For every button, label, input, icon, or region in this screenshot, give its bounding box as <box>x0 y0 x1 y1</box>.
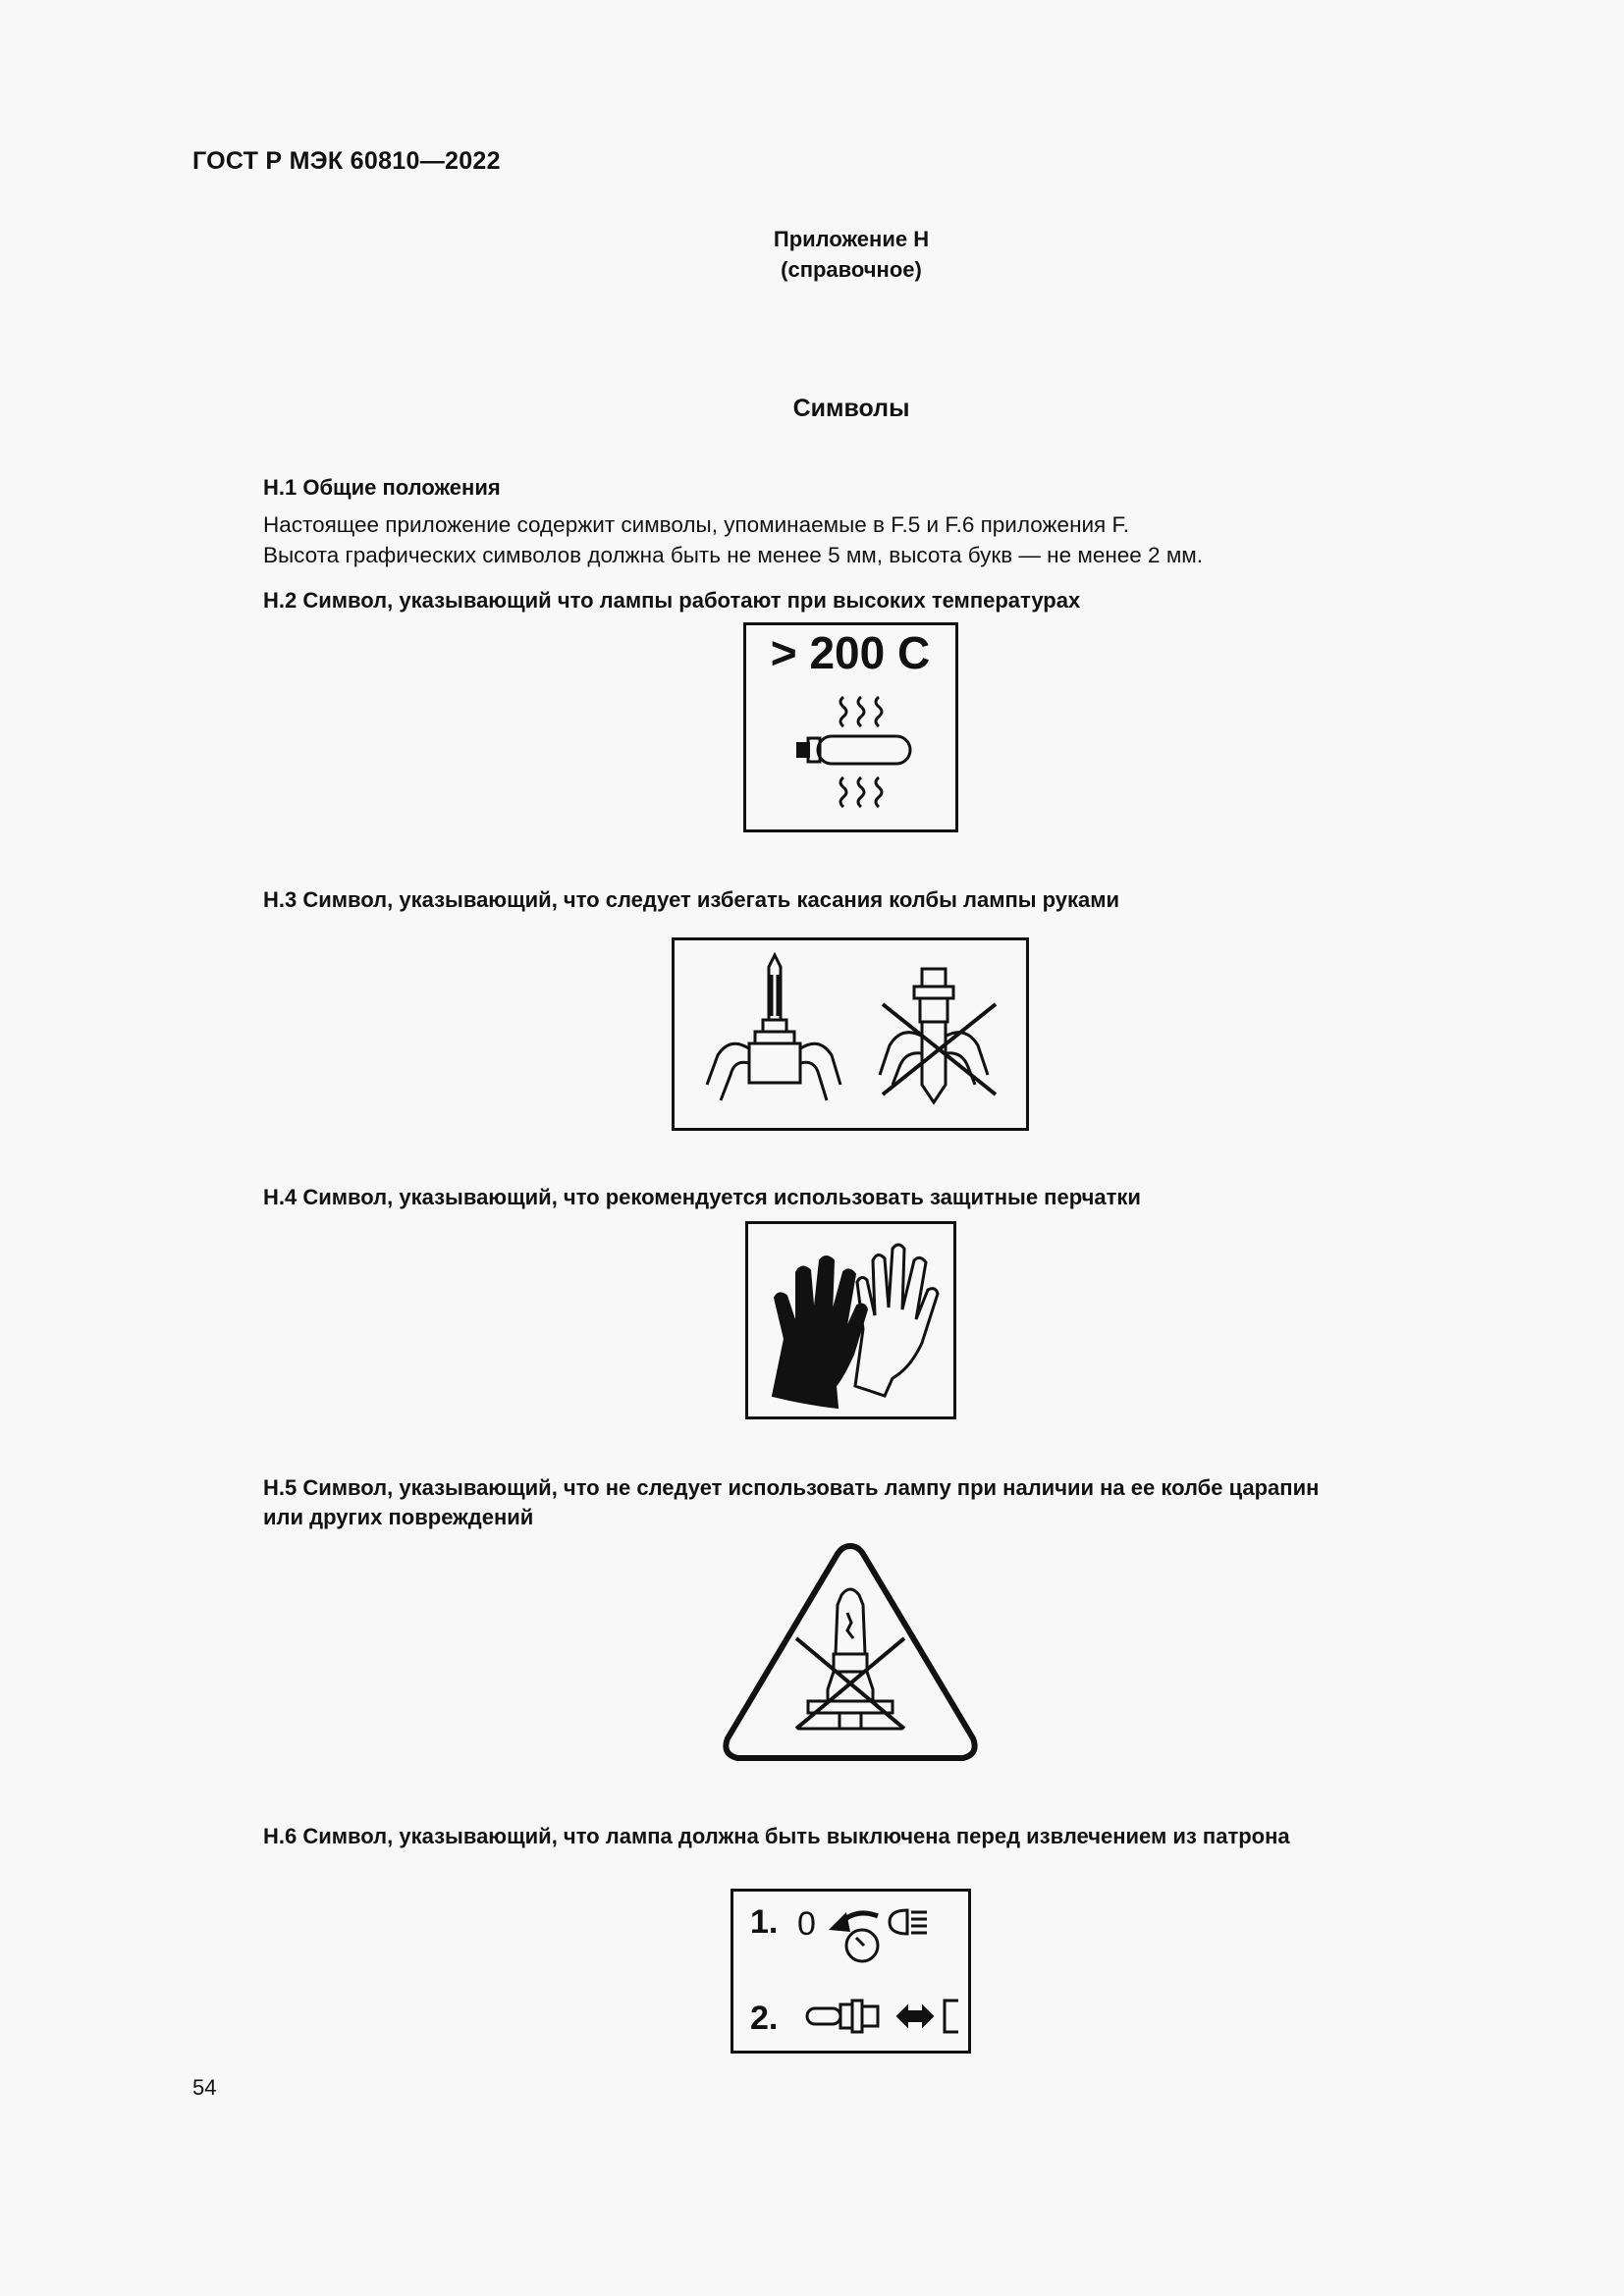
rotate-switch-off-icon <box>829 1912 878 1961</box>
damaged-bulb-warning-symbol <box>718 1536 983 1772</box>
heading-h6: Н.6 Символ, указывающий, что лампа должна быть выключена перед извлечением из патрона <box>263 1824 1290 1848</box>
headlamp-icon <box>890 1910 927 1934</box>
black-glove-icon <box>773 1256 867 1408</box>
lamp-touched-crossed-icon <box>880 969 996 1102</box>
lamp-socket-icon <box>945 2001 958 2032</box>
switch-off-before-removal-symbol <box>731 1889 971 2054</box>
heading-h2: Н.2 Символ, указывающий что лампы работают при высоких температурах <box>263 588 1081 613</box>
page-number: 54 <box>192 2075 217 2100</box>
document-code: ГОСТ Р МЭК 60810—2022 <box>192 147 501 175</box>
do-not-touch-bulb-symbol <box>672 937 1030 1132</box>
crossed-bulb-icon <box>796 1589 904 1729</box>
heading-h1: Н.1 Общие положения <box>263 475 501 500</box>
protective-gloves-symbol <box>745 1221 956 1419</box>
step-2-label: 2. <box>750 2000 779 2037</box>
high-temperature-symbol <box>743 622 959 833</box>
double-arrow-icon <box>897 2006 933 2026</box>
lamp-extraction-icon <box>807 2001 878 2032</box>
heading-h5-line2: или других повреждений <box>263 1505 534 1529</box>
step-1-label: 1. <box>750 1903 779 1941</box>
annex-title: Приложение Н <box>773 227 930 251</box>
paragraph-1: Настоящее приложение содержит символы, упоминаемые в F.5 и F.6 приложения F. <box>263 512 1129 537</box>
annex-kind: (справочное) <box>781 257 922 282</box>
section-title: Символы <box>792 395 910 422</box>
heat-waves-top-icon <box>840 697 882 726</box>
lamp-held-by-hands-icon <box>707 955 840 1100</box>
heading-h3: Н.3 Символ, указывающий, что следует избегать касания колбы лампы руками <box>263 887 1120 912</box>
heading-h5-line1: Н.5 Символ, указывающий, что не следует использовать лампу при наличии на ее колбе царапин <box>263 1475 1320 1500</box>
white-glove-icon <box>855 1245 938 1396</box>
lamp-tube-icon <box>796 736 910 764</box>
temperature-label: > 200 C <box>770 627 931 678</box>
warning-triangle-icon <box>726 1546 974 1758</box>
heat-waves-bottom-icon <box>840 777 882 807</box>
paragraph-2: Высота графических символов должна быть не менее 5 мм, высота букв — не менее 2 мм. <box>263 543 1204 567</box>
heading-h4: Н.4 Символ, указывающий, что рекомендуется использовать защитные перчатки <box>263 1185 1141 1209</box>
off-position-mark: 0 <box>797 1905 816 1943</box>
